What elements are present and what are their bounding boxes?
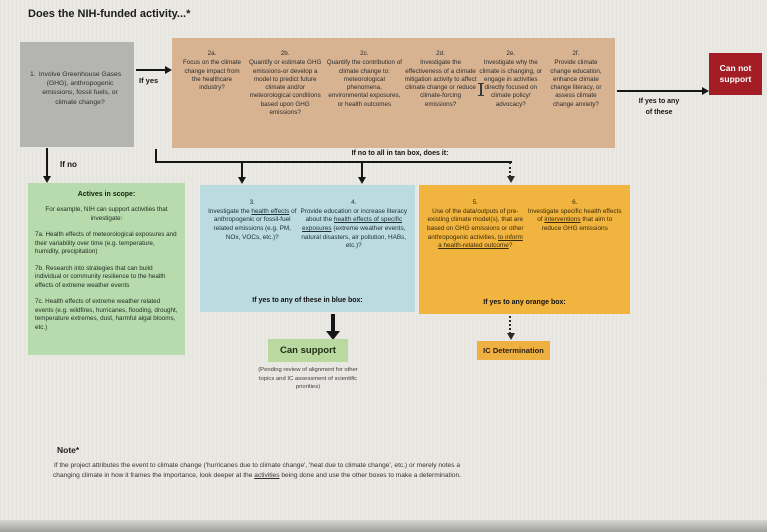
orange-item-6-text: Investigate specific health effects of interventions that aim to reduce GHG emissions bbox=[527, 207, 622, 232]
blue-item-3-text: Investigate the health effects of anthropogenic or fossil-fuel related emissions (e.g. PM, NOx, VOCs, etc.)? bbox=[208, 207, 297, 241]
ic-determination-box bbox=[477, 341, 550, 360]
in-scope-header: Actives in scope: bbox=[77, 191, 136, 198]
box-1-number: 1. bbox=[30, 71, 36, 78]
cannot-support-box bbox=[709, 53, 762, 95]
tan-item-2c-text: Quantify the contribution of climate change to: meteorological phenomena, environmental exposures, or health outcomes bbox=[326, 59, 402, 108]
blue-item-4-text: Provide education or increase literacy about the health effects of specific exposures (extreme weather events, natural disasters, air pollution, HABs, etc.)? bbox=[300, 207, 408, 250]
tan-item-2d-id: 2d. bbox=[436, 50, 445, 57]
tan-item-2a-text: Focus on the climate change impact from the healthcare industry? bbox=[182, 59, 242, 92]
if-no-arrow bbox=[46, 148, 48, 177]
orange-item-5-text: Use of the data/outputs of pre-existing climate model(s), that are based on GHG emissions or other anthropogenic activities, to inform a health-related outcome? bbox=[426, 207, 524, 250]
can-support-label: Can support bbox=[280, 345, 336, 356]
orange-item-5-id: 5. bbox=[472, 199, 478, 206]
tan-item-2d bbox=[405, 50, 477, 148]
tan-item-2f-id: 2f. bbox=[572, 50, 580, 57]
dotted-arrow-to-ic bbox=[509, 316, 511, 334]
blue-box bbox=[200, 185, 415, 312]
dotted-arrow-to-orange bbox=[509, 162, 511, 177]
blue-box-footer: If yes to any of these in blue box: bbox=[252, 296, 363, 304]
if-yes-arrow bbox=[136, 69, 166, 71]
label-if-yes: If yes bbox=[139, 76, 159, 85]
label-if-yes-to-any: If yes to any of these bbox=[638, 98, 680, 116]
tan-item-2b-text: Quantify or estimate GHG emissions-or develop a model to predict future climate and/or meteorological conditions based upon GHG emissions? bbox=[248, 59, 322, 117]
label-if-no-tan: If no to all in tan box, does it: bbox=[351, 150, 449, 157]
tan-box bbox=[172, 38, 615, 148]
tan-item-2a-id: 2a. bbox=[207, 50, 217, 57]
note-heading: Note* bbox=[57, 445, 80, 455]
ic-determination-label: IC Determination bbox=[483, 346, 544, 355]
tan-item-2c bbox=[326, 50, 402, 148]
in-scope-item-7b: 7b. Research into strategies that can build individual or community resilience to the health effects of extreme weather events bbox=[35, 264, 166, 289]
cannot-support-label: Can not support bbox=[719, 62, 752, 84]
screen-bottom-edge bbox=[0, 520, 767, 532]
arrow-to-blue-1 bbox=[241, 162, 243, 178]
tan-item-2c-id: 2c. bbox=[360, 50, 369, 57]
in-scope-intro: For example, NIH can support activities that investigate: bbox=[45, 206, 168, 222]
in-scope-box bbox=[28, 183, 185, 355]
tan-item-2a bbox=[180, 50, 244, 148]
blue-item-3 bbox=[206, 199, 298, 251]
can-support-pending-note: (Pending review of alignment for other topics and IC assessment of scientific priorities) bbox=[258, 367, 358, 391]
tan-item-2f bbox=[545, 50, 607, 148]
label-if-no: If no bbox=[60, 160, 77, 169]
tan-item-2e-text: Investigate why the climate is changing, or engage in activities directly focused on climate policy/ advocacy? bbox=[479, 59, 543, 108]
orange-box-footer: If yes to any orange box: bbox=[483, 298, 566, 306]
tan-item-2f-text: Provide climate change education, enhance climate change literacy, or assess climate change anxiety? bbox=[550, 59, 602, 108]
arrow-to-blue-2 bbox=[361, 162, 363, 178]
text-cursor-ibeam bbox=[478, 83, 484, 96]
can-support-box bbox=[268, 339, 348, 362]
if-yes-any-arrow bbox=[617, 90, 703, 92]
note-text: If the project attributes the event to climate change ('hurricanes due to climate change', 'heat due to climate change', etc.) or merely notes a changing climate in how it frames the importance, look deeper at the activities being done and use the other boxes to make a determination. bbox=[53, 462, 461, 480]
orange-item-6 bbox=[527, 199, 623, 251]
arrow-to-can-support bbox=[331, 314, 335, 332]
tan-bracket-line bbox=[155, 161, 512, 163]
page-title: Does the NIH-funded activity...* bbox=[28, 8, 191, 20]
box-1-ghg-question bbox=[20, 42, 134, 147]
tan-item-2e-id: 2e. bbox=[506, 50, 516, 57]
blue-item-4-id: 4. bbox=[351, 199, 357, 206]
orange-item-5 bbox=[426, 199, 524, 251]
orange-item-6-id: 6. bbox=[572, 199, 578, 206]
blue-item-4 bbox=[299, 199, 409, 251]
in-scope-item-7c: 7c. Health effects of extreme weather related events (e.g. wildfires, hurricanes, flooding, drought, temperature extremes, dust, harmful algal blooms, etc.) bbox=[35, 298, 178, 331]
tan-item-2b bbox=[246, 50, 324, 148]
orange-box bbox=[419, 185, 630, 314]
tan-item-2e bbox=[479, 50, 543, 148]
tan-item-2b-id: 2b. bbox=[280, 50, 290, 57]
box-1-text: Involve Greenhouse Gases (GHG), anthropogenic emissions, fossil fuels, or climate change? bbox=[38, 71, 122, 106]
blue-item-3-id: 3. bbox=[249, 199, 255, 206]
tan-item-2d-text: Investigate the effectiveness of a climate mitigation activity to affect climate change or reduce climate-forcing emissions? bbox=[404, 59, 477, 108]
in-scope-item-7a: 7a. Health effects of meteorological exposures and their variability over time (e.g. temperature, humidity, precipitation) bbox=[35, 231, 177, 256]
